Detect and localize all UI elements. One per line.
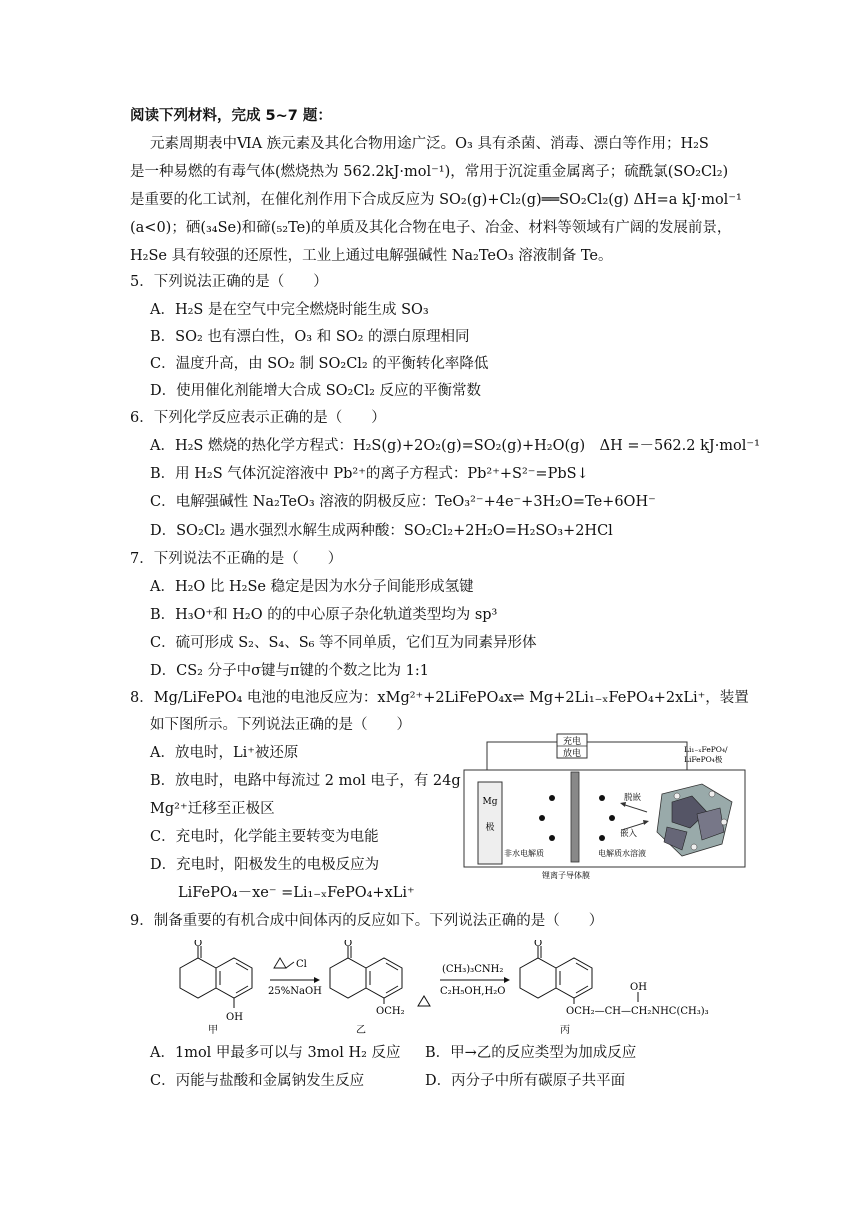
reaction-scheme — [160, 940, 720, 1035]
mg-label-2: 极 — [485, 823, 495, 833]
mg-label: Mg — [482, 797, 498, 807]
section-header: 阅读下列材料，完成 5~7 题： — [130, 108, 332, 124]
membrane — [571, 772, 579, 862]
option-d: D．使用催化剂能增大合成 SO₂Cl₂ 反应的平衡常数 — [150, 383, 482, 399]
bing-label: 丙 — [560, 1025, 570, 1035]
nonaqueous-label: 非水电解质 — [504, 849, 544, 858]
question-stem: 9．制备重要的有机合成中间体丙的反应如下。下列说法正确的是（ ） — [130, 913, 604, 929]
aqueous-label: 电解质水溶液 — [598, 849, 646, 858]
passage-line: 是重要的化工试剂，在催化剂作用下合成反应为 SO₂(g)+Cl₂(g)══SO₂Cl₂(g) ΔH=a kJ·mol⁻¹ — [130, 192, 742, 208]
option-d: D．丙分子中所有碳原子共平面 — [425, 1073, 626, 1089]
option-b: B．H₃O⁺和 H₂O 的的中心原子杂化轨道类型均为 sp³ — [150, 607, 498, 623]
right-electrode-label: Li₁₋ₓFePO₄/ — [684, 745, 728, 754]
reaction-arrow-2 — [440, 977, 510, 983]
passage-line: 元素周期表中ⅥA 族元素及其化合物用途广泛。O₃ 具有杀菌、消毒、漂白等作用；H₂S — [150, 136, 709, 152]
option-c: C．硫可形成 S₂、S₄、S₆ 等不同单质，它们互为同素异形体 — [150, 635, 537, 651]
yi-sub: OCH₂ — [376, 1006, 405, 1017]
option-c: C．充电时，化学能主要转变为电能 — [150, 829, 379, 845]
compound-yi — [330, 946, 430, 1006]
option-b: B．用 H₂S 气体沉淀溶液中 Pb²⁺的离子方程式：Pb²⁺+S²⁻=PbS↓ — [150, 466, 589, 482]
jia-oh: OH — [226, 1012, 243, 1023]
option-a: A．放电时，Li⁺被还原 — [150, 745, 299, 761]
option-b: B．放电时，电路中每流过 2 mol 电子，有 24g — [150, 773, 461, 789]
intercalate-label: 嵌入 — [620, 829, 638, 839]
option-d-cont: LiFePO₄－xe⁻ =Li₁₋ₓFePO₄+xLi⁺ — [178, 885, 415, 901]
right-electrode-label-2: LiFePO₄极 — [684, 755, 723, 764]
passage-line: 是一种易燃的有毒气体(燃烧热为 562.2kJ·mol⁻¹)，常用于沉淀重金属离子；硫酰氯(SO₂Cl₂) — [130, 164, 729, 180]
battery-diagram — [462, 732, 747, 882]
option-b-cont: Mg²⁺迁移至正极区 — [150, 801, 275, 817]
question-stem: 5．下列说法正确的是（ ） — [130, 274, 328, 290]
option-b: B．甲→乙的反应类型为加成反应 — [425, 1045, 637, 1061]
passage-line: H₂Se 具有较强的还原性，工业上通过电解强碱性 Na₂TeO₃ 溶液制备 Te。 — [130, 248, 613, 264]
yi-o: O — [344, 940, 353, 949]
jia-label: 甲 — [208, 1025, 218, 1035]
bing-sub: OCH₂—CH—CH₂NHC(CH₃)₃ — [566, 1006, 709, 1017]
question-stem: 7．下列说法不正确的是（ ） — [130, 551, 343, 567]
membrane-label: 锂离子导体膜 — [542, 871, 590, 880]
yi-label: 乙 — [356, 1025, 366, 1035]
option-b: B．SO₂ 也有漂白性，O₃ 和 SO₂ 的漂白原理相同 — [150, 329, 470, 345]
reagent1-top: Cl — [296, 959, 307, 970]
reagent2-top: (CH₃)₃CNH₂ — [442, 964, 504, 975]
deintercalate-label: 脱嵌 — [624, 793, 642, 803]
option-a: A．H₂S 是在空气中完全燃烧时能生成 SO₃ — [150, 302, 429, 318]
option-d: D．充电时，阳极发生的电极反应为 — [150, 857, 380, 873]
question-stem: 6．下列化学反应表示正确的是（ ） — [130, 410, 386, 426]
jia-o: O — [194, 940, 203, 949]
option-a: A．H₂S 燃烧的热化学方程式：H₂S(g)+2O₂(g)=SO₂(g)+H₂O(g) ΔH =－562.2 kJ·mol⁻¹ — [150, 438, 760, 454]
passage-line: (a<0)；硒(₃₄Se)和碲(₅₂Te)的单质及其化合物在电子、冶金、材料等领域有广阔的发展前景， — [130, 220, 732, 236]
reaction-arrow-1 — [270, 958, 320, 983]
bing-o: O — [534, 940, 543, 949]
option-c: C．温度升高，由 SO₂ 制 SO₂Cl₂ 的平衡转化率降低 — [150, 356, 489, 372]
option-d: D．SO₂Cl₂ 遇水强烈水解生成两种酸：SO₂Cl₂+2H₂O=H₂SO₃+2HCl — [150, 523, 613, 539]
question-stem: 8．Mg/LiFePO₄ 电池的电池反应为：xMg²⁺+2LiFePO₄x⇌ Mg+2Li₁₋ₓFePO₄+2xLi⁺，装置 — [130, 690, 749, 706]
compound-bing — [520, 946, 638, 1004]
reagent2-bottom: C₂H₅OH,H₂O — [440, 986, 506, 997]
option-c: C．丙能与盐酸和金属钠发生反应 — [150, 1073, 365, 1089]
option-c: C．电解强碱性 Na₂TeO₃ 溶液的阴极反应：TeO₃²⁻+4e⁻+3H₂O=Te+6OH⁻ — [150, 494, 656, 510]
bing-oh: OH — [630, 982, 647, 993]
question-stem-cont: 如下图所示。下列说法正确的是（ ） — [150, 717, 411, 733]
discharge-label: 放电 — [562, 749, 582, 759]
compound-jia — [180, 946, 252, 1008]
charge-label: 充电 — [562, 737, 582, 747]
option-d: D．CS₂ 分子中σ键与π键的个数之比为 1:1 — [150, 663, 429, 679]
option-a: A．1mol 甲最多可以与 3mol H₂ 反应 — [150, 1045, 401, 1061]
option-a: A．H₂O 比 H₂Se 稳定是因为水分子间能形成氢键 — [150, 579, 474, 595]
reagent1-bottom: 25%NaOH — [268, 986, 322, 997]
